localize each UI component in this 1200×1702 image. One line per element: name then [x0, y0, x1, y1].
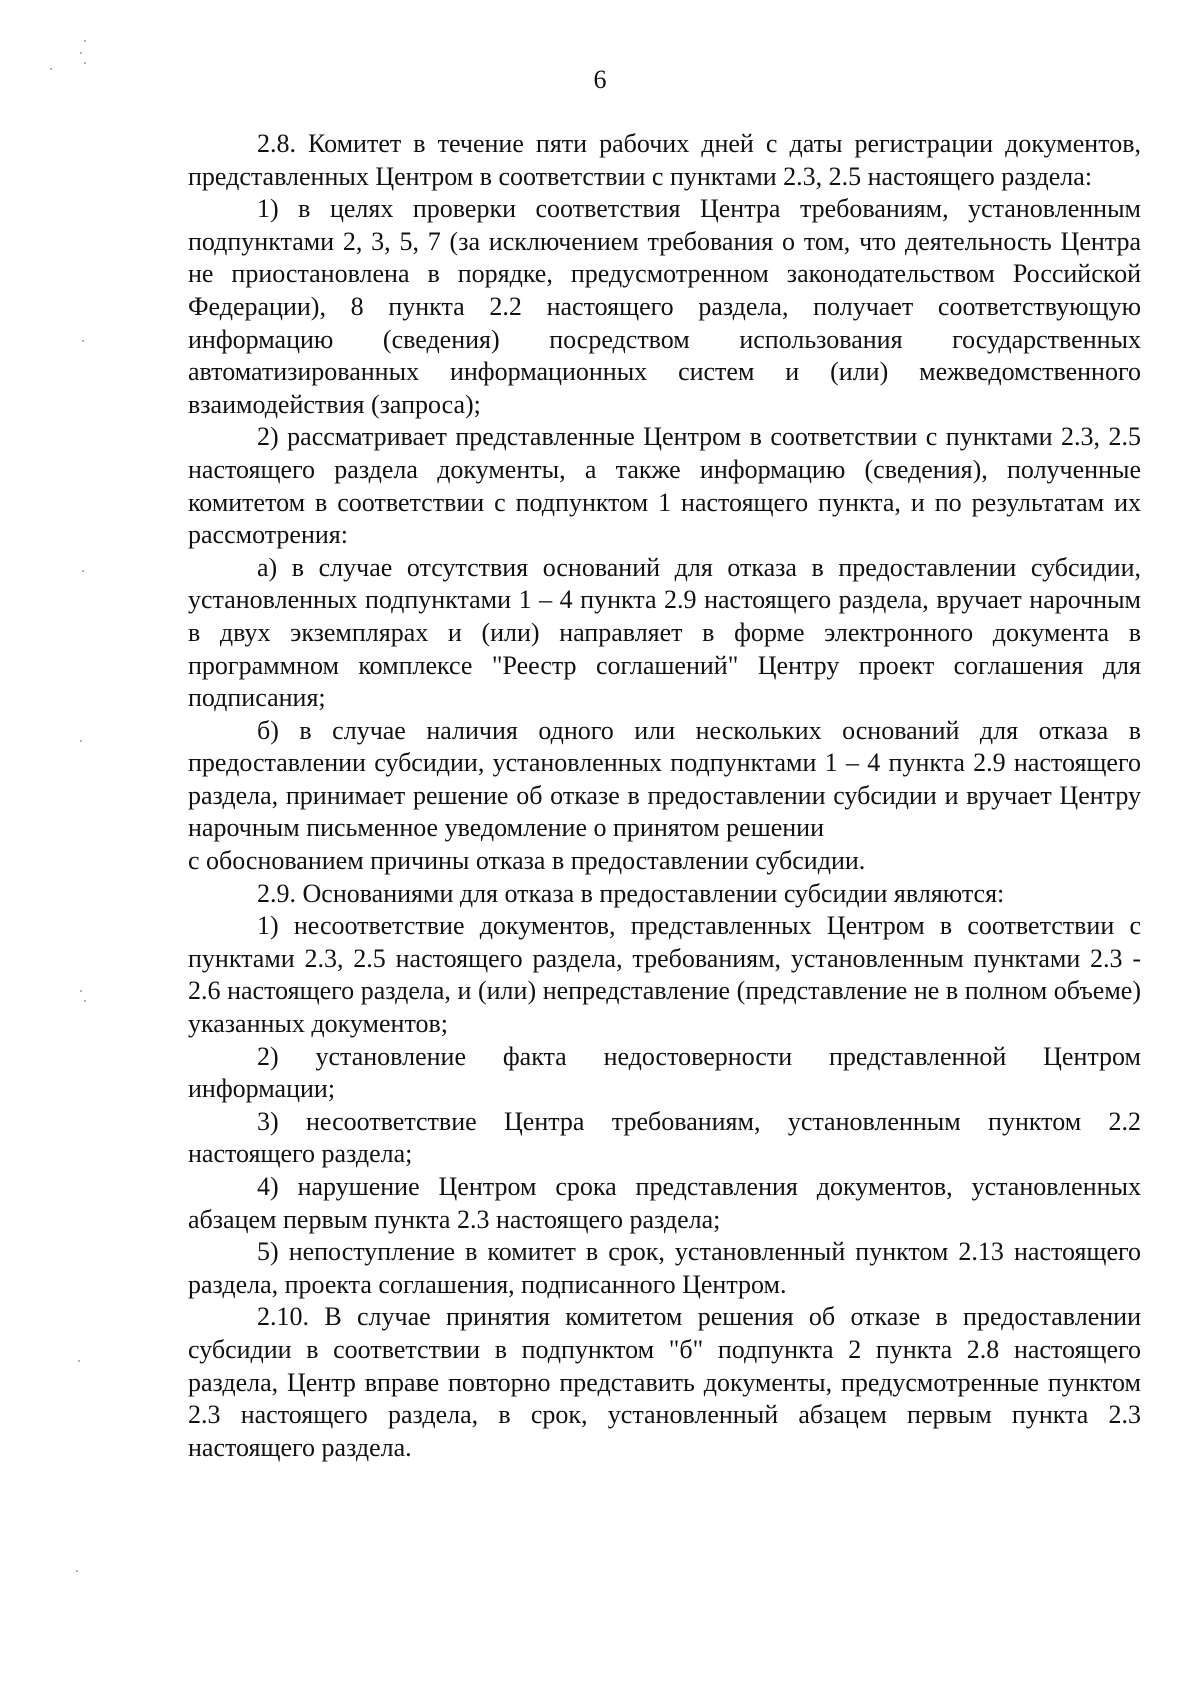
paragraph-2-9-item-5: 5) непоступление в комитет в срок, установленный пунктом 2.13 настоящего раздела, проекта соглашения, подписанного Центром. — [188, 1237, 1141, 1299]
scan-speck — [82, 340, 84, 342]
paragraph-2-9-item-2: 2) установление факта недостоверности представленной Центром информации; — [188, 1041, 1141, 1104]
scan-speck — [82, 570, 84, 572]
scan-speck — [84, 1000, 86, 1002]
document-body — [188, 128, 1141, 1464]
paragraph-2-8-item-2: 2) рассматривает представленные Центром в соответствии с пунктами 2.3, 2.5 настоящего раздела документы, а также информацию (сведения), полученные комитетом в соответствии с подпунктом 1 настоящего пункта, и по результатам их рассмотрения: — [188, 422, 1141, 550]
scan-speck — [84, 40, 86, 42]
scan-speck — [78, 1360, 80, 1362]
scan-speck — [76, 1570, 78, 1572]
paragraph-2-8-item-2b-continuation: с обоснованием причины отказа в предоставлении субсидии. — [188, 846, 866, 876]
paragraph-2-9: 2.9. Основаниями для отказа в предоставлении субсидии являются: — [257, 878, 1005, 908]
page-number: 6 — [593, 65, 607, 94]
paragraph-2-9-item-3: 3) несоответствие Центра требованиям, установленным пунктом 2.2 настоящего раздела; — [188, 1106, 1141, 1169]
scan-speck — [80, 740, 82, 742]
paragraph-2-9-item-4: 4) нарушение Центром срока представления документов, установленных абзацем первым пункта 2.3 настоящего раздела; — [188, 1172, 1141, 1234]
scan-speck — [80, 52, 82, 54]
paragraph-2-8-item-1: 1) в целях проверки соответствия Центра требованиям, установленным подпунктами 2, 3, 5, 7 (за исключением требования о том, что деятельность Центра не приостановлена в порядке, предусмотренном законодательством Российской Федерации), 8 пункта 2.2 настоящего раздела, получает соответствующую информацию (сведения) посредством использования государственных автоматизированных информационных систем и (или) межведомственного взаимодействия (запроса); — [188, 194, 1141, 419]
scan-speck — [80, 990, 82, 992]
paragraph-2-8-item-2b: б) в случае наличия одного или нескольких оснований для отказа в предоставлении субсидии, установленных подпунктами 1 – 4 пункта 2.9 настоящего раздела, принимает решение об отказе в предоставлении субсидии и вручает Центру нарочным письменное уведомление о принятом решении — [188, 715, 1141, 843]
paragraph-2-8: 2.8. Комитет в течение пяти рабочих дней с даты регистрации документов, представленных Центром в соответствии с пунктами 2.3, 2.5 настоящего раздела: — [188, 129, 1141, 191]
paragraph-2-10: 2.10. В случае принятия комитетом решения об отказе в предоставлении субсидии в соответствии в подпунктом "б" подпункта 2 пункта 2.8 настоящего раздела, Центр вправе повторно представить документы, предусмотренные пунктом 2.3 настоящего раздела, в срок, установленный абзацем первым пункта 2.3 настоящего раздела. — [188, 1302, 1141, 1462]
paragraph-2-9-item-1: 1) несоответствие документов, представленных Центром в соответствии с пунктами 2.3, 2.5 настоящего раздела, требованиям, установленным пунктами 2.3 - 2.6 настоящего раздела, и (или) непредставление (представление не в полном объеме) указанных документов; — [188, 911, 1141, 1039]
paragraph-2-8-item-2a: а) в случае отсутствия оснований для отказа в предоставлении субсидии, установленных подпунктами 1 – 4 пункта 2.9 настоящего раздела, вручает нарочным в двух экземплярах и (или) направляет в форме электронного документа в программном комплексе "Реестр соглашений" Центру проект соглашения для подписания; — [188, 552, 1141, 713]
